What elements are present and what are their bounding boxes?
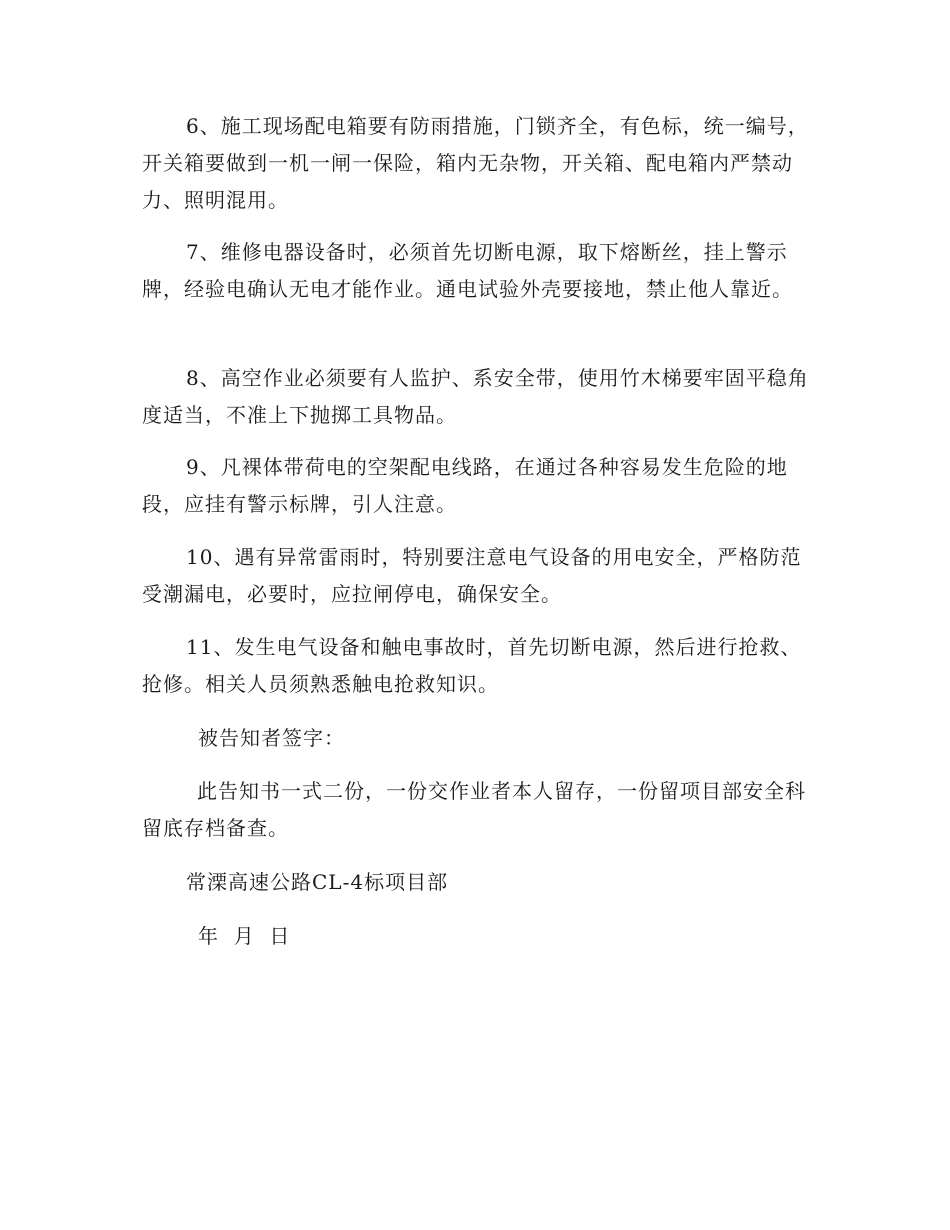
rule-item-6: 6、施工现场配电箱要有防雨措施，门锁齐全，有色标，统一编号，开关箱要做到一机一闸一保险，箱内无杂物，开关箱、配电箱内严禁动力、照明混用。	[142, 114, 809, 212]
organization-name: 常溧高速公路CL-4标项目部	[186, 870, 449, 894]
rule-item-11: 11、发生电气设备和触电事故时，首先切断电源，然后进行抢救、抢修。相关人员须熟悉触电抢救知识。	[142, 635, 802, 696]
rule-item-8: 8、高空作业必须要有人监护、系安全带，使用竹木梯要牢固平稳角度适当，不准上下抛掷工具物品。	[142, 366, 809, 427]
rule-item-9: 9、凡裸体带荷电的空架配电线路，在通过各种容易发生危险的地段，应挂有警示标牌，引人注意。	[142, 455, 788, 516]
rule-item-7: 7、维修电器设备时，必须首先切断电源，取下熔断丝，挂上警示牌，经验电确认无电才能作业。通电试验外壳要接地，禁止他人靠近。	[142, 240, 793, 301]
date-line: 年 月 日	[198, 924, 291, 948]
copy-note: 此告知书一式二份，一份交作业者本人留存，一份留项目部安全科留底存档备查。	[142, 779, 806, 840]
signature-label: 被告知者签字：	[198, 726, 345, 750]
rule-item-10: 10、遇有异常雷雨时，特别要注意电气设备的用电安全，严格防范受潮漏电，必要时，应拉闸停电，确保安全。	[142, 545, 802, 606]
